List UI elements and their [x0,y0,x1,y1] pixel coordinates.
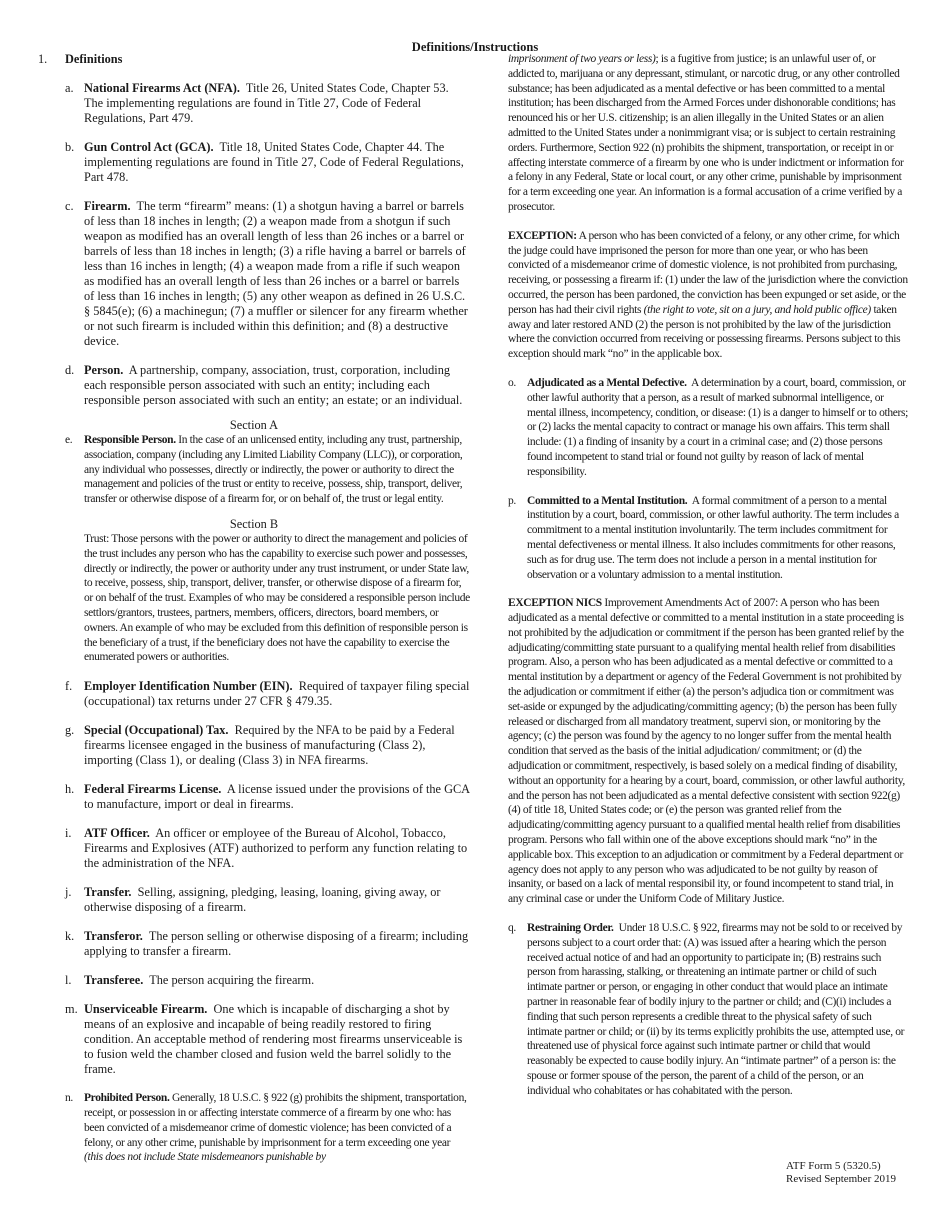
item-letter: p. [508,494,516,507]
item-letter: j. [65,885,72,900]
term-text: Under 18 U.S.C. § 922, firearms may not be sold to or received by persons subject to a court order that: (A) was issued after a hearing which the person received actual notice of and had an opportunity to participate in; (B) restrains such person from harassing, stalking, or threatening an intimate partner or child of such intimate partner or person, or engaging in other conduct that would place an intimate partner in reasonable fear of bodily injury to the partner or child; and (C)(i) includes a finding that such person represents a credible threat to the physical safety of such intimate partner or child; or (ii) by its terms explicitly prohibits the use, attempted use, or threatened use of physical force against such intimate partner or child that would reasonably be expected to cause bodily injury. An “intimate partner” of a person is: the spouse or former spouse of the person, the parent of a child of the person, or an individual who cohabitates or has cohabitated with the person. [527,922,905,1097]
continued-italic-text: imprisonment of two years or less) [508,53,656,65]
term-label: Responsible Person. [84,434,176,446]
form-footer [786,1160,896,1186]
definition-special-tax [38,723,470,768]
term-text: Required of taxpayer filing special (occupational) tax returns under 27 CFR § 479.35. [84,679,470,709]
term-italic-text: (this does not include State misdemeanors punishable by [84,1151,326,1164]
term-label: Special (Occupational) Tax. [84,723,229,738]
item-letter: o. [508,376,516,389]
term-text: The person acquiring the firearm. [149,973,315,988]
term-label: Transferor. [84,929,143,944]
term-label: Transfer. [84,885,132,900]
term-text: A license issued under the provisions of the GCA to manufacture, import or deal in firearms. [84,782,470,812]
term-label: Restraining Order. [527,922,614,935]
definition-prohibited-person [38,1091,470,1165]
exception-label: EXCEPTION: [508,229,577,242]
definition-ffl [38,782,470,812]
section-a-heading: Section A [229,418,279,432]
definition-restraining-order [508,921,908,1099]
item-letter: e. [65,434,73,446]
term-label: Gun Control Act (GCA). [84,140,214,154]
item-letter: i. [65,826,72,841]
definition-gca [38,140,470,185]
item-letter: n. [65,1092,73,1105]
page-title: Definitions/Instructions [411,40,539,54]
term-text: A determination by a court, board, commission, or other lawful authority that a person, as a result of marked subnormal intelligence, or mental illness, incompetency, condition, or disease: (1) is a danger to himself or to others; or (2) lacks the mental capacity to contract or manage his own affairs. This term shall include: (1) a finding of insanity by a court in a criminal case; and (2) those persons found incompetent to stand trial or found not guilty by reason of lack of mental responsibility. [527,376,908,478]
definition-person [38,363,470,408]
item-letter: l. [65,973,72,988]
item-letter: a. [65,81,74,95]
section-b-heading: Section B [229,516,279,531]
term-label: Person. [84,363,124,377]
term-text: One which is incapable of discharging a shot by means of an explosive and incapable of being readily restored to firing condition. An acceptable method of rendering most firearms unserviceable is to fusion weld the chamber closed and fusion weld the barrel solidly to the frame. [84,1002,463,1077]
term-text: In the case of an unlicensed entity, including any trust, partnership, association, company (including any Limited Liability Company (LLC)), or corporation, any individual who possesses, directly or indirectly, the power or authority to direct the management and policies of the trust or entity to receive, possess, ship, transport, deliver, transfer or otherwise dispose of a firearm for, or on behalf of, the trust or legal entity. [84,434,463,506]
exception-text-2: taken away and later restored AND (2) the person is not prohibited by the law of the jurisdiction where the conviction occurred from receiving or possessing firearms. Persons subject to this exception should mark “no” in the applicable box. [508,303,901,361]
term-text: The term “firearm” means: (1) a shotgun having a barrel or barrels of less than 18 inches in length; (2) a weapon made from a shotgun if such weapon as modified has an overall length of less than 26 inches or a barrel or barrels of less than 18 inches in length; (3) a rifle having a barrel or barrels of less than 16 inches in length; (4) a weapon made from a rifle if such weapon as modified has an overall length of less than 26 inches or a barrel or barrels of less than 16 inches in length; (5) any other weapon as defined in 26 U.S.C. § 5845(e); (6) a machinegun; (7) a muffler or silencer for any firearm whether or not such firearm is included within this definition; and (8) a destructive device. [84,199,468,348]
term-text: Required by the NFA to be paid by a Federal firearms licensee engaged in the business of manufacturing (Class 2), importing (Class 1), or dealing (Class 3) in NFA firearms. [84,723,455,768]
definition-responsible-person [38,433,470,507]
exception-paragraph [508,229,908,362]
definition-adjudicated-mental-defective [508,376,908,480]
term-text: Title 26, United States Code, Chapter 53. The implementing regulations are found in Title 27, Code of Federal Regulations, Part 479. [84,81,449,125]
definition-transfer [38,885,470,915]
item-letter: b. [65,140,75,154]
term-text: A formal commitment of a person to a mental institution by a court, board, commission, or other lawful authority. The term includes a commitment to a mental institution involuntarily. The term includes commitment for mental defectiveness or mental illness. It also includes commitments for other reasons, such as for drug use. The term does not include a person in a mental institution for observation or a voluntary admission to a mental institution. [527,494,899,581]
form-revision-date: Revised September 2019 [786,1173,896,1185]
exception-nics-paragraph [508,596,908,907]
item-letter: f. [65,679,73,694]
item-letter: q. [508,922,516,935]
item-letter: k. [65,929,75,944]
definition-ein [38,679,470,709]
term-text: Selling, assigning, pledging, leasing, loaning, giving away, or otherwise disposing of a firearm. [84,885,441,915]
term-label: Firearm. [84,199,131,213]
term-label: Committed to a Mental Institution. [527,494,688,507]
form-number: ATF Form 5 (5320.5) [786,1160,881,1172]
term-label: Federal Firearms License. [84,782,222,797]
section-heading [38,52,470,67]
section-title: Definitions [65,52,123,66]
exception-nics-label: EXCEPTION NICS [508,597,602,610]
exception-italic-text: (the right to vote, sit on a jury, and hold public office) [643,303,871,316]
item-letter: m. [65,1002,78,1017]
exception-text-1: A person who has been convicted of a felony, or any other crime, for which the judge could have imprisoned the person for more than one year, or who has been convicted of a misdemeanor crime of domestic violence, is not prohibited from purchasing, receiving, or possessing a firearm if: (1) under the law of the jurisdiction where the conviction occurred, the person has been pardoned, the conviction has been expunged or set aside, or the person has had their civil rights [508,229,908,316]
term-label: Prohibited Person. [84,1092,170,1105]
term-label: Transferee. [84,973,144,988]
definition-unserviceable-firearm [38,1002,470,1077]
definition-nfa [38,81,470,126]
item-letter: c. [65,199,74,213]
left-column [38,52,470,1179]
term-text: The person selling or otherwise disposing of a firearm; including applying to transfer a firearm. [84,929,469,959]
item-letter: d. [65,363,75,377]
term-text: Generally, 18 U.S.C. § 922 (g) prohibits the shipment, transportation, receipt, or possession in or affecting interstate commerce of a firearm by one who: has been convicted of a misdemeanor crime of domestic violence; has been convicted of a felony, or any other crime, punishable by imprisonment for a term exceeding one year [84,1092,467,1149]
term-label: ATF Officer. [84,826,150,841]
definition-firearm [38,199,470,349]
definition-atf-officer [38,826,470,871]
item-letter: g. [65,723,75,738]
prohibited-person-continued [508,52,908,215]
term-label: Employer Identification Number (EIN). [84,679,293,694]
section-b-text: Trust: Those persons with the power or authority to direct the management and policies of the trust includes any person who has the capability to exercise such power and possesses, directly or indirectly, the power or authority under any trust instrument, or under State law, to receive, possess, ship, transport, deliver, transfer, or otherwise dispose of a firearm for, or on behalf of the trust. Examples of who may be considered a responsible person include settlors/grantors, trustees, partners, members, officers, directors, board members, or owners. An example of who may be excluded from this definition of responsible person is the beneficiary of a trust, if the beneficiary does not have the capability to exercise the enumerated powers or authorities. [84,532,470,664]
term-text: Title 18, United States Code, Chapter 44. The implementing regulations are found in Title 27, Code of Federal Regulations, Part 478. [84,140,464,184]
term-text: A partnership, company, association, trust, corporation, including each responsible person associated with such an entity; including each responsible person associated with such an entity; an estate; or an individual. [84,363,463,407]
continued-text: ; is a fugitive from justice; is an unlawful user of, or addicted to, marijuana or any depressant, stimulant, or narcotic drug, or any other controlled substance; has been adjudicated as a mental defective or has been committed to a mental institution; has been discharged from the Armed Forces under dishonorable conditions; has renounced his or her U.S. citizenship; is an alien illegally in the United States or an alien admitted to the United States under a nonimmigrant visa; or is subject to certain restraining orders. Furthermore, Section 922 (n) prohibits the shipment, transportation, or receipt in or affecting interstate commerce of a firearm by one who is under indictment or information for a felony in any Federal, State or local court, or any other crime, punishable by imprisonment for a term exceeding one year. An information is a formal accusation of a crime verified by a prosecutor. [508,53,904,213]
term-text: An officer or employee of the Bureau of Alcohol, Tobacco, Firearms and Explosives (ATF) authorized to perform any function relating to the administration of the NFA. [84,826,468,871]
definition-transferee [38,973,470,988]
term-label: Adjudicated as a Mental Defective. [527,376,687,389]
definition-transferor [38,929,470,959]
term-label: National Firearms Act (NFA). [84,81,240,95]
term-label: Unserviceable Firearm. [84,1002,208,1017]
definition-committed-mental-institution [508,494,908,583]
right-column [508,52,908,1113]
section-number: 1. [38,52,48,66]
exception-nics-text: Improvement Amendments Act of 2007: A person who has been adjudicated as a mental defective or committed to a mental institution in a state proceeding is not prohibited by the adjudication or commitment if the person has been granted relief by the adjudicating/committing state pursuant to a qualifying mental health relief from disabilities program. Also, a person who has been adjudicated as a mental defective or committed to a mental institution by a department or agency of the Federal Government is not prohibited by the adjudication or commitment if either (a) the person’s adjudica tion or commitment was set-aside or expunged by the adjudicating/committing agency; (b) the person has been fully released or discharged from all mandatory treatment, supervi sion, or monitoring by the agency; (c) the person was found by the agency to no longer suffer from the mental health condition that served as the basis of the initial adjudication/ commitment; or (d) the adjudication or commitment, respectively, is based solely on a medical finding of disability, without an opportunity for a hearing by a court, board, commission, or other lawful authority, and the person has not been adjudicated as a mental defective consistent with section 922(g)(4) of title 18, United States code; or (e) the person was granted relief from the adjudicating/committing agency pursuant to a qualified mental health relief from disabilities program. Persons who fall within one of the above exceptions should mark “no” in the applicable box. This exception to an adjudication or commitment by a Federal department or agency does not apply to any person who was adjudicated to be not guilty by reason of insanity, or based on a lack of mental responsibil ity, or found incompetent to stand trial, in any criminal case or under the Uniform Code of Military Justice. [508,597,905,906]
item-letter: h. [65,782,75,797]
